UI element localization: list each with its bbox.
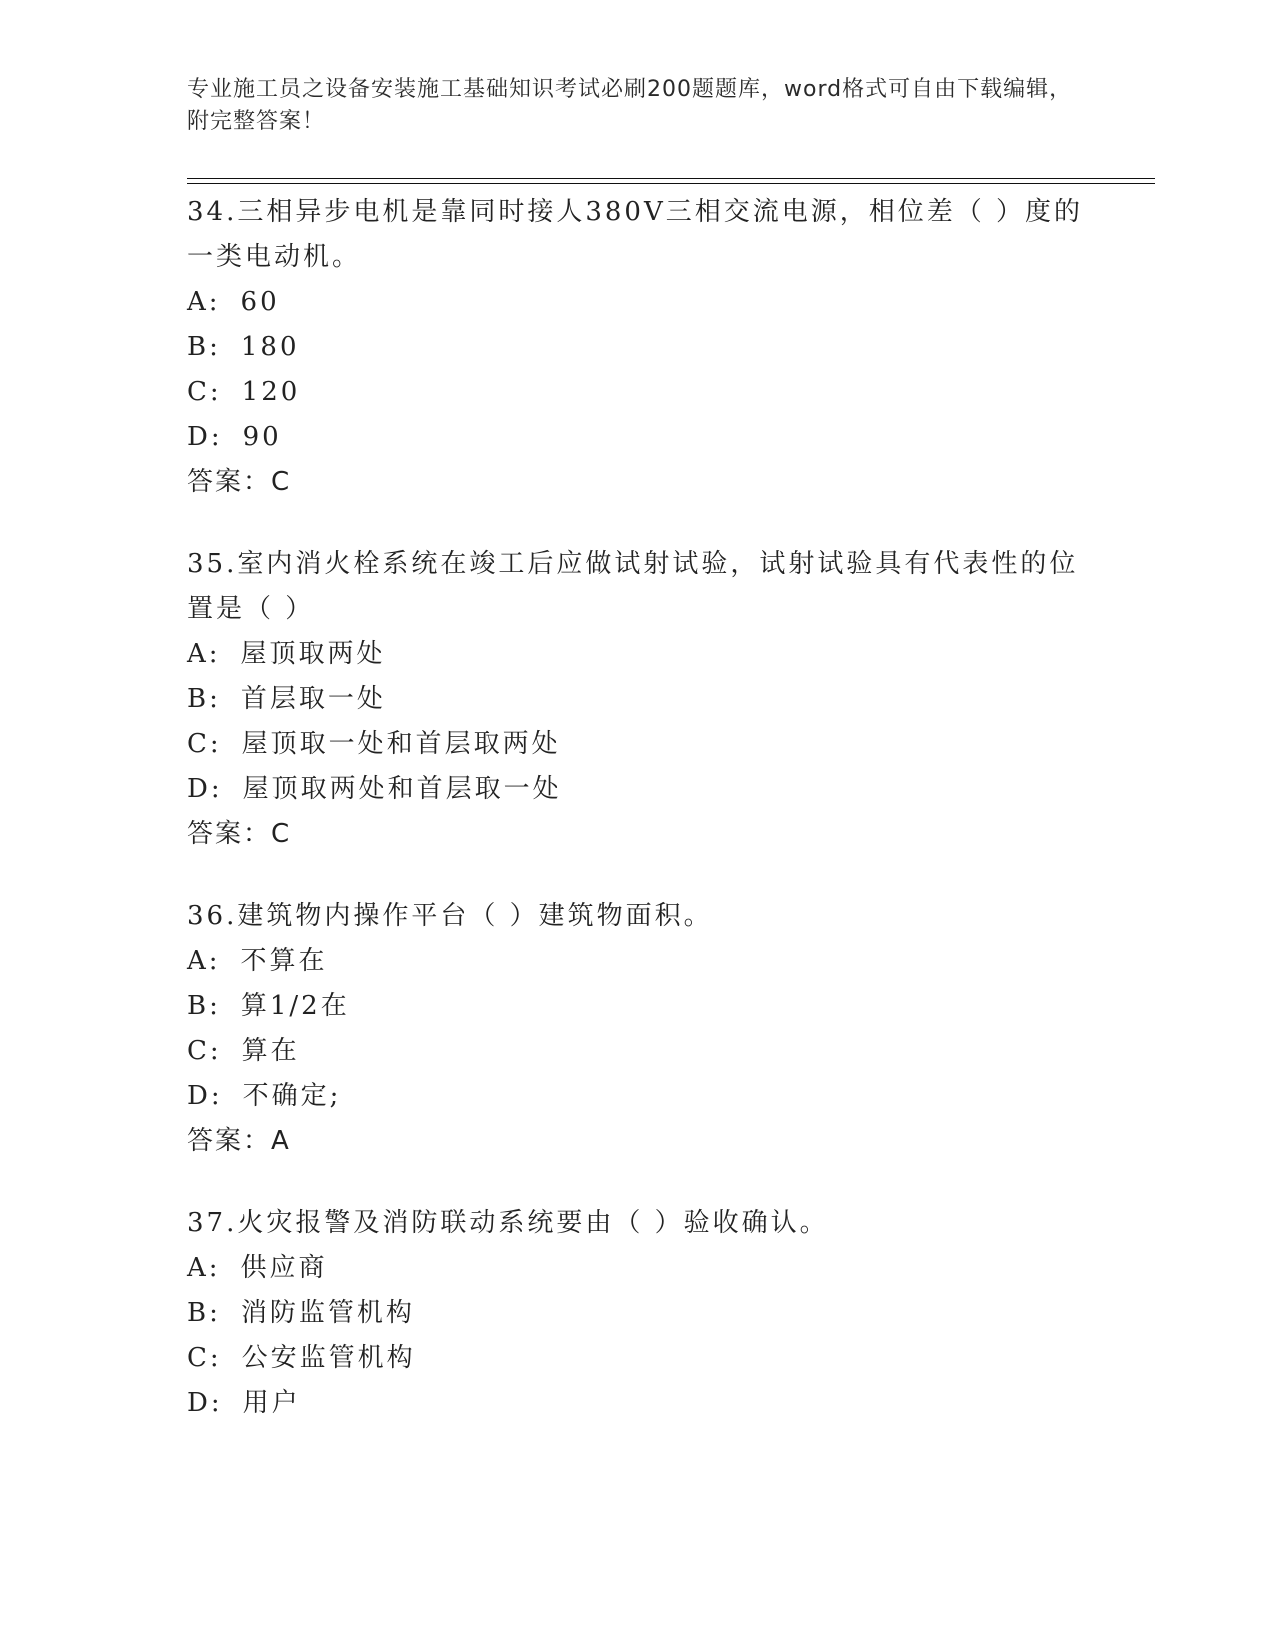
option-b bbox=[187, 677, 1087, 722]
option-letter: B: bbox=[187, 1298, 221, 1328]
option-c bbox=[187, 1029, 1087, 1074]
option-text: 屋顶取一处和首层取两处 bbox=[241, 729, 561, 759]
option-letter: D: bbox=[187, 1388, 223, 1418]
option-letter: D: bbox=[187, 422, 223, 452]
option-letter: A: bbox=[187, 946, 221, 976]
option-a bbox=[187, 939, 1087, 984]
option-letter: B: bbox=[187, 991, 221, 1021]
option-letter: B: bbox=[187, 684, 221, 714]
option-text: 消防监管机构 bbox=[240, 1298, 415, 1328]
option-text: 120 bbox=[241, 377, 301, 407]
option-text: 180 bbox=[240, 332, 300, 362]
answer: 答案：C bbox=[187, 467, 292, 497]
option-letter: D: bbox=[187, 774, 223, 804]
option-text: 屋顶取两处和首层取一处 bbox=[242, 774, 562, 804]
option-text: 算在 bbox=[241, 1036, 300, 1066]
option-a bbox=[187, 280, 1087, 325]
header-divider-top bbox=[187, 178, 1155, 179]
option-letter: C: bbox=[187, 1343, 222, 1373]
option-d bbox=[187, 415, 1087, 460]
option-text: 60 bbox=[240, 287, 280, 317]
option-letter: C: bbox=[187, 377, 222, 407]
option-b bbox=[187, 325, 1087, 370]
option-text: 不算在 bbox=[240, 946, 328, 976]
option-text: 屋顶取两处 bbox=[240, 639, 386, 669]
question-list bbox=[187, 188, 1087, 1461]
header-divider-bottom bbox=[187, 183, 1155, 184]
option-letter: C: bbox=[187, 1036, 222, 1066]
option-d bbox=[187, 767, 1087, 812]
option-c bbox=[187, 370, 1087, 415]
question-37 bbox=[187, 1199, 1087, 1426]
question-34 bbox=[187, 188, 1087, 505]
question-35 bbox=[187, 540, 1087, 857]
option-text: 算1/2在 bbox=[240, 991, 350, 1021]
option-letter: B: bbox=[187, 332, 221, 362]
question-text: 34.三相异步电机是靠同时接人380V三相交流电源，相位差（ ）度的一类电动机。 bbox=[187, 197, 1084, 272]
option-letter: A: bbox=[187, 287, 221, 317]
option-b bbox=[187, 1291, 1087, 1336]
question-text: 36.建筑物内操作平台（ ）建筑物面积。 bbox=[187, 901, 713, 931]
option-d bbox=[187, 1381, 1087, 1426]
answer: 答案：C bbox=[187, 819, 292, 849]
option-text: 不确定; bbox=[242, 1081, 342, 1111]
option-c bbox=[187, 1336, 1087, 1381]
option-letter: D: bbox=[187, 1081, 223, 1111]
option-letter: A: bbox=[187, 1253, 221, 1283]
option-text: 90 bbox=[242, 422, 282, 452]
option-d bbox=[187, 1074, 1087, 1119]
option-text: 用户 bbox=[242, 1388, 301, 1418]
option-c bbox=[187, 722, 1087, 767]
option-b bbox=[187, 984, 1087, 1029]
option-text: 公安监管机构 bbox=[241, 1343, 416, 1373]
option-letter: C: bbox=[187, 729, 222, 759]
answer: 答案：A bbox=[187, 1126, 291, 1156]
option-text: 供应商 bbox=[240, 1253, 328, 1283]
question-text: 35.室内消火栓系统在竣工后应做试射试验，试射试验具有代表性的位置是（ ） bbox=[187, 549, 1079, 624]
question-text: 37.火灾报警及消防联动系统要由（ ）验收确认。 bbox=[187, 1208, 829, 1238]
document-header: 专业施工员之设备安装施工基础知识考试必刷200题题库，word格式可自由下载编辑，附完整答案！ bbox=[187, 77, 1073, 134]
option-text: 首层取一处 bbox=[240, 684, 386, 714]
option-letter: A: bbox=[187, 639, 221, 669]
option-a bbox=[187, 1246, 1087, 1291]
question-36 bbox=[187, 892, 1087, 1164]
option-a bbox=[187, 632, 1087, 677]
